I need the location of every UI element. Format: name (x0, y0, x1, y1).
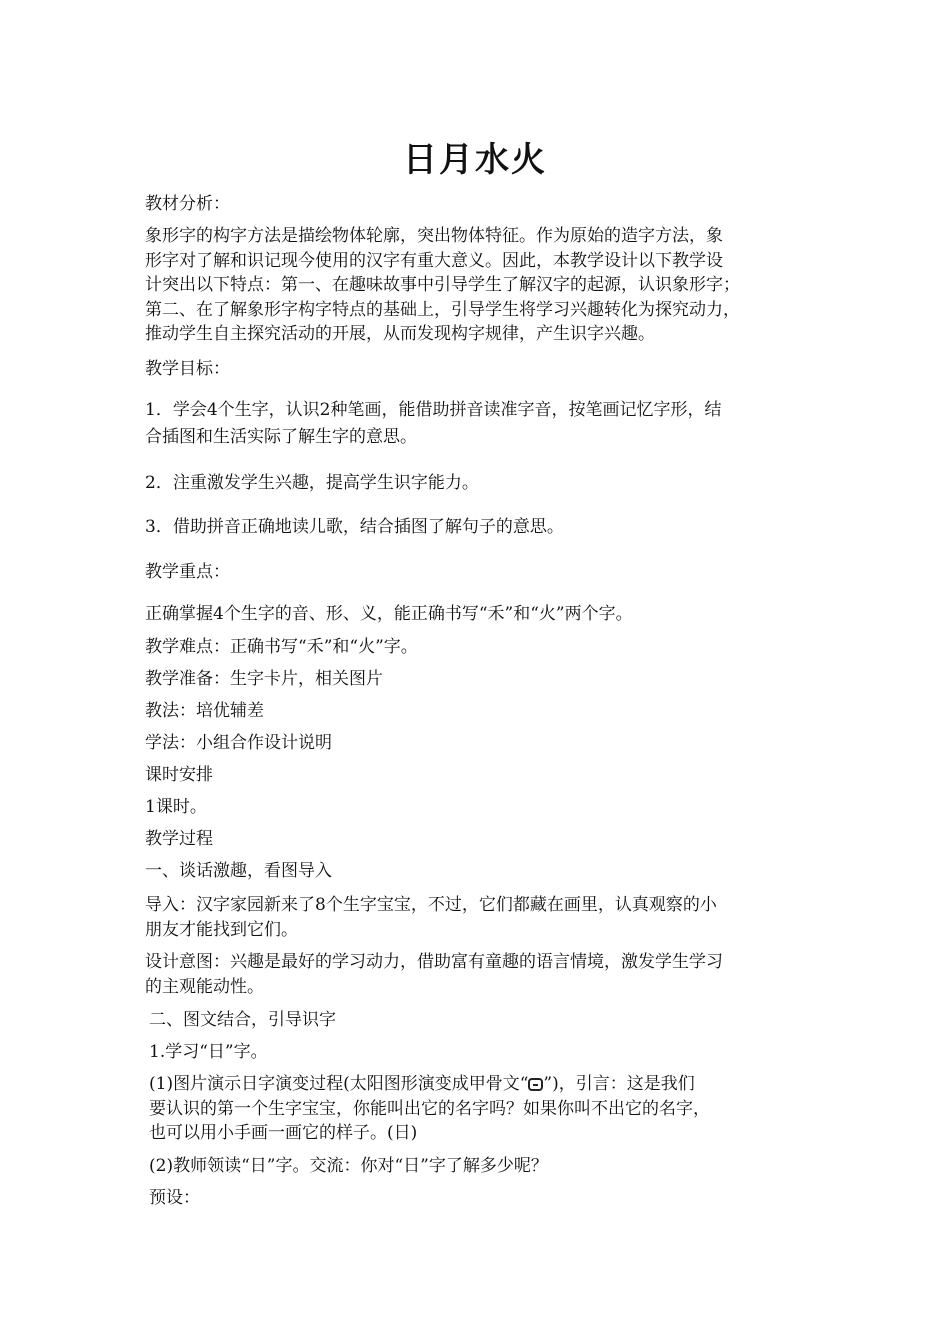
sub1-text-before: (1)图片演示日字演变过程(太阳图形演变成甲骨文“ (149, 1074, 529, 1094)
material-line: 形字对了解和识记现今使用的汉字有重大意义。因此，本教学设计以下教学设 (145, 251, 723, 271)
sub1-line: 也可以用小手画一画它的样子。(日) (149, 1123, 418, 1143)
schedule-label: 课时安排 (145, 765, 213, 785)
learning-method: 学法：小组合作设计说明 (145, 733, 332, 753)
page-title: 日月水火 (403, 140, 547, 180)
material-line: 计突出以下特点：第一、在趣味故事中引导学生了解汉字的起源，认识象形字； (145, 275, 740, 295)
difficulty: 教学难点：正确书写“禾”和“火”字。 (145, 637, 418, 657)
goal-label: 教学目标： (145, 359, 230, 379)
intro-line: 朋友才能找到它们。 (145, 920, 298, 940)
preparation: 教学准备：生字卡片，相关图片 (145, 669, 383, 689)
sub2-line: (2)教师领读“日”字。交流：你对“日”字了解多少呢？ (149, 1156, 548, 1176)
material-label: 教材分析： (145, 194, 230, 214)
material-line: 象形字的构字方法是描绘物体轮廓，突出物体特征。作为原始的造字方法，象 (145, 226, 723, 246)
goal-item: 1．学会4个生字，认识2种笔画，能借助拼音读准字音，按笔画记忆字形，结 (145, 400, 722, 420)
learn-ri: 1.学习“日”字。 (149, 1042, 268, 1062)
oracle-sun-icon (528, 1078, 543, 1091)
goal-item: 合插图和生活实际了解生字的意思。 (145, 427, 417, 447)
schedule-value: 1课时。 (145, 797, 207, 817)
process-label: 教学过程 (145, 829, 213, 849)
sub1-line: 要认识的第一个生字宝宝，你能叫出它的名字吗？如果你叫不出它的名字， (149, 1099, 710, 1119)
key-text: 正确掌握4个生字的音、形、义，能正确书写“禾”和“火”两个字。 (145, 604, 633, 624)
material-line: 推动学生自主探究活动的开展，从而发现构字规律，产生识字兴趣。 (145, 324, 655, 344)
teaching-method: 教法：培优辅差 (145, 701, 264, 721)
step2-title: 二、图文结合，引导识字 (149, 1010, 336, 1030)
key-label: 教学重点： (145, 562, 230, 582)
step1-title: 一、谈话激趣，看图导入 (145, 861, 332, 881)
sub1-text-after: ”)，引言：这是我们 (543, 1074, 695, 1094)
goal-item: 2．注重激发学生兴趣，提高学生识字能力。 (145, 473, 479, 493)
material-line: 第二、在了解象形字构字特点的基础上，引导学生将学习兴趣转化为探究动力， (145, 300, 740, 320)
intent-line: 的主观能动性。 (145, 977, 264, 997)
intro-line: 导入：汉字家园新来了8个生字宝宝，不过，它们都藏在画里，认真观察的小 (145, 895, 717, 915)
intent-line: 设计意图：兴趣是最好的学习动力，借助富有童趣的语言情境，激发学生学习 (145, 952, 723, 972)
preset-label: 预设： (149, 1188, 200, 1208)
sub1-line (149, 1072, 819, 1096)
goal-item: 3．借助拼音正确地读儿歌，结合插图了解句子的意思。 (145, 517, 564, 537)
